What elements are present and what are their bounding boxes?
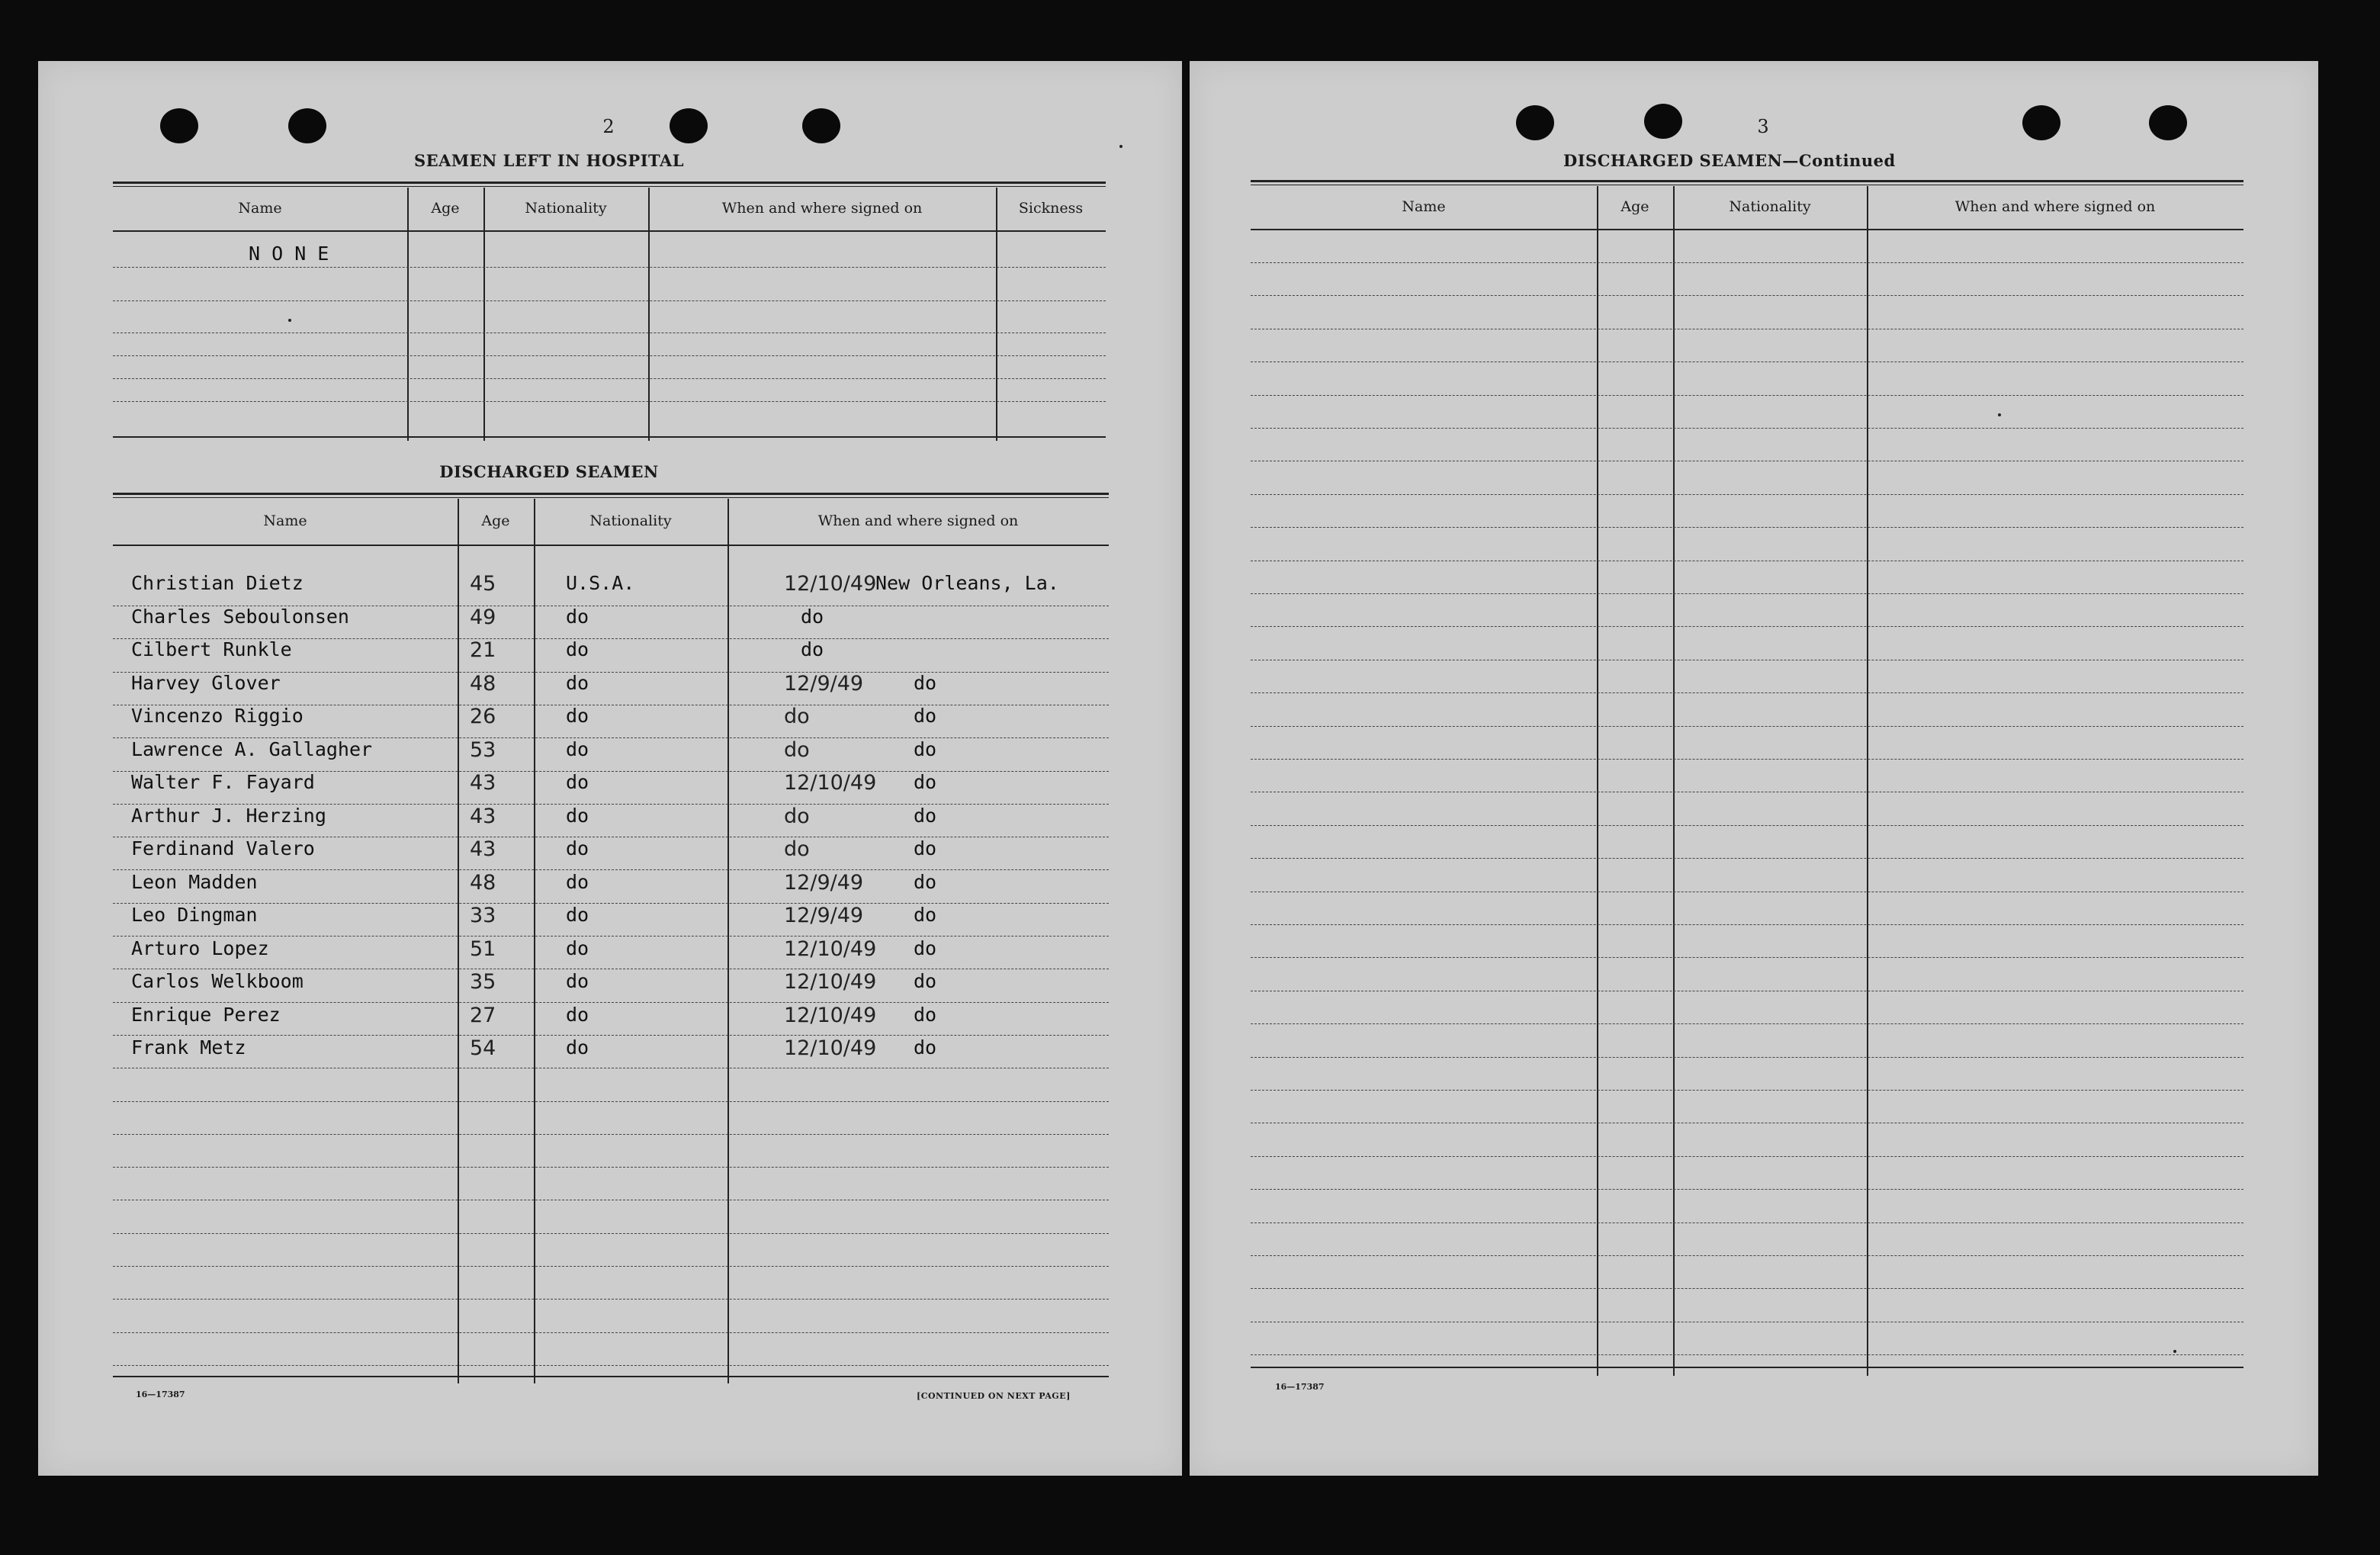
signed-on-place: do <box>914 904 937 926</box>
seaman-name: Lawrence A. Gallagher <box>131 737 373 760</box>
discharged-table <box>113 493 1109 1385</box>
seaman-age: 51 <box>470 937 496 961</box>
ink-speck <box>288 319 291 322</box>
signed-on-place: do <box>914 970 937 992</box>
punch-hole <box>2149 105 2187 140</box>
continued-header-nationality: Nationality <box>1729 198 1811 215</box>
hospital-table <box>113 182 1106 445</box>
punch-hole <box>288 108 326 143</box>
punch-hole <box>160 108 198 143</box>
seaman-age: 49 <box>470 605 496 629</box>
left-page <box>38 61 1182 1476</box>
form-id: 16—17387 <box>136 1390 185 1399</box>
signed-on-date: do <box>784 737 810 762</box>
seaman-age: 54 <box>470 1036 496 1060</box>
seaman-age: 45 <box>470 572 496 596</box>
seaman-nationality: do <box>566 937 589 959</box>
signed-on-date: do <box>784 804 810 828</box>
signed-on-place: do <box>914 705 937 727</box>
seaman-nationality: do <box>566 705 589 727</box>
seaman-name: Leo Dingman <box>131 904 258 926</box>
seaman-nationality: do <box>566 970 589 992</box>
discharged-continued-title <box>1563 151 1896 170</box>
seaman-age: 33 <box>470 904 496 927</box>
seaman-age: 27 <box>470 1003 496 1027</box>
seaman-name: Vincenzo Riggio <box>131 705 304 727</box>
signed-on-place: do <box>914 804 937 827</box>
signed-on-place: do <box>914 870 937 893</box>
discharged-header-name: Name <box>263 512 307 529</box>
punch-hole <box>2022 105 2060 140</box>
signed-on-place: do <box>914 1003 937 1026</box>
hospital-header-sickness: Sickness <box>1018 200 1084 217</box>
signed-on-date: 12/10/49 <box>784 572 877 596</box>
seaman-nationality: do <box>566 771 589 793</box>
seaman-nationality: do <box>566 870 589 893</box>
form-id: 16—17387 <box>1275 1382 1325 1392</box>
signed-on-date: 12/10/49 <box>784 771 877 795</box>
seaman-name: Christian Dietz <box>131 572 304 594</box>
signed-on-place: do <box>914 1036 937 1059</box>
right-page <box>1190 61 2318 1476</box>
punch-hole <box>670 108 708 143</box>
discharged-header-signed-on: When and where signed on <box>817 512 1019 529</box>
seaman-nationality: do <box>566 804 589 827</box>
seaman-name: Cilbert Runkle <box>131 638 292 660</box>
discharged-continued-table <box>1251 180 2243 1377</box>
seaman-name: Leon Madden <box>131 870 258 893</box>
seaman-age: 26 <box>470 705 496 728</box>
discharged-continued-title-suffix: —Continued <box>1782 151 1896 170</box>
signed-on-place: do <box>801 638 824 660</box>
seaman-age: 35 <box>470 970 496 994</box>
continued-header-signed-on: When and where signed on <box>1954 198 2156 215</box>
punch-hole <box>802 108 840 143</box>
hospital-none-entry: N O N E <box>249 243 329 265</box>
signed-on-date: 12/10/49 <box>784 1003 877 1027</box>
hospital-header-signed-on: When and where signed on <box>721 200 923 217</box>
signed-on-place: do <box>801 605 824 628</box>
hospital-header-age: Age <box>431 200 460 217</box>
signed-on-place: New Orleans, La. <box>875 572 1059 594</box>
discharged-section-title: DISCHARGED SEAMEN <box>439 462 659 481</box>
hospital-section-title: SEAMEN LEFT IN HOSPITAL <box>413 151 685 170</box>
hospital-header-name: Name <box>238 200 282 217</box>
seaman-name: Harvey Glover <box>131 671 281 694</box>
signed-on-date: 12/9/49 <box>784 671 864 696</box>
signed-on-date: do <box>784 705 810 728</box>
signed-on-date: 12/9/49 <box>784 904 864 927</box>
seaman-name: Enrique Perez <box>131 1003 281 1026</box>
seaman-age: 53 <box>470 737 496 762</box>
page-number: 2 <box>602 116 615 137</box>
seaman-age: 43 <box>470 771 496 795</box>
seaman-nationality: do <box>566 1003 589 1026</box>
seaman-nationality: do <box>566 605 589 628</box>
ink-speck <box>2173 1350 2176 1353</box>
signed-on-place: do <box>914 671 937 694</box>
seaman-nationality: do <box>566 638 589 660</box>
seaman-nationality: do <box>566 737 589 760</box>
page-number: 3 <box>1757 116 1769 137</box>
ink-speck <box>1119 145 1123 148</box>
seaman-age: 48 <box>470 671 496 696</box>
seaman-nationality: U.S.A. <box>566 572 635 594</box>
seaman-name: Carlos Welkboom <box>131 970 304 992</box>
discharged-continued-title-main: DISCHARGED SEAMEN <box>1563 151 1783 170</box>
signed-on-place: do <box>914 737 937 760</box>
continued-note: [CONTINUED ON NEXT PAGE] <box>917 1391 1071 1401</box>
signed-on-date: 12/9/49 <box>784 870 864 895</box>
continued-header-name: Name <box>1402 198 1446 215</box>
discharged-header-age: Age <box>481 512 510 529</box>
ink-speck <box>1998 413 2001 416</box>
seaman-age: 21 <box>470 638 496 662</box>
signed-on-date: 12/10/49 <box>784 1036 877 1060</box>
signed-on-place: do <box>914 771 937 793</box>
punch-hole <box>1644 104 1682 139</box>
seaman-nationality: do <box>566 904 589 926</box>
punch-hole <box>1516 105 1554 140</box>
seaman-age: 48 <box>470 870 496 895</box>
signed-on-date: do <box>784 837 810 861</box>
signed-on-place: do <box>914 837 937 859</box>
seaman-nationality: do <box>566 1036 589 1059</box>
signed-on-date: 12/10/49 <box>784 970 877 994</box>
seaman-nationality: do <box>566 671 589 694</box>
signed-on-date: 12/10/49 <box>784 937 877 961</box>
seaman-name: Walter F. Fayard <box>131 771 315 793</box>
seaman-nationality: do <box>566 837 589 859</box>
seaman-name: Frank Metz <box>131 1036 246 1059</box>
seaman-name: Ferdinand Valero <box>131 837 315 859</box>
hospital-header-nationality: Nationality <box>525 200 607 217</box>
seaman-name: Arturo Lopez <box>131 937 269 959</box>
seaman-name: Charles Seboulonsen <box>131 605 349 628</box>
signed-on-place: do <box>914 937 937 959</box>
seaman-age: 43 <box>470 837 496 861</box>
continued-header-age: Age <box>1620 198 1649 215</box>
seaman-age: 43 <box>470 804 496 828</box>
discharged-header-nationality: Nationality <box>589 512 672 529</box>
seaman-name: Arthur J. Herzing <box>131 804 326 827</box>
